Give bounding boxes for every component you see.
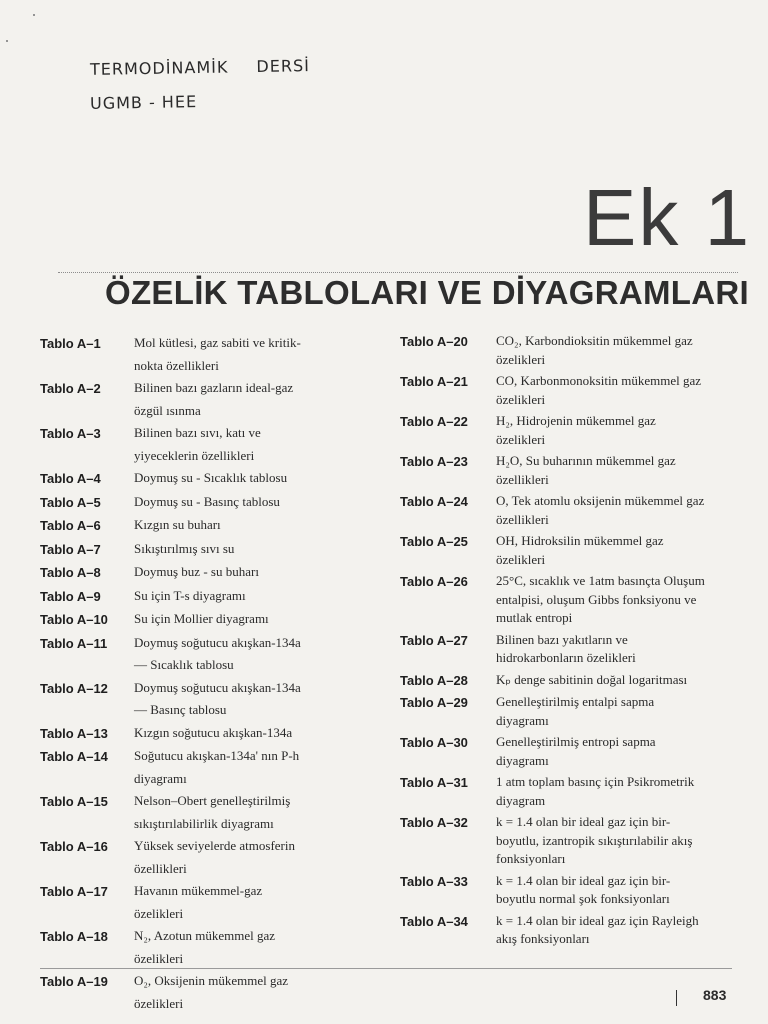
table-entry-description: Doymuş soğutucu akışkan-134a— Sıcaklık tablosu — [134, 634, 301, 672]
table-entry — [400, 572, 740, 628]
table-entry — [40, 677, 370, 722]
table-entry — [40, 467, 370, 491]
scan-speck — [33, 14, 35, 16]
table-entry-description: Su için Mollier diyagramı — [134, 611, 269, 626]
table-entry-number: Tablo A–32 — [400, 815, 468, 830]
table-entry-number: Tablo A–26 — [400, 574, 468, 589]
table-entry-description: Nelson–Obert genelleştirilmiş sıkıştırılabilirlik diyagramı — [134, 793, 291, 831]
table-entry-description: N₂, Azotun mükemmel gaz özelikleri — [134, 928, 276, 966]
table-entry-description: Doymuş su - Basınç tablosu — [134, 493, 280, 509]
table-entry-number: Tablo A–27 — [400, 632, 468, 648]
table-entry-description: Kızgın soğutucu akışkan-134a — [134, 724, 293, 740]
table-entry-description: Havanın mükemmel-gaz özelikleri — [134, 883, 263, 921]
footer-rule — [40, 968, 732, 969]
table-entry-description: Bilinen bazı yakıtların ve hidrokarbonların özelikleri — [496, 631, 636, 665]
table-entry-number: Tablo A–21 — [400, 374, 468, 389]
table-entry-number: Tablo A–18 — [40, 929, 108, 944]
table-entry-number: Tablo A–1 — [40, 336, 101, 351]
table-entry-number: Tablo A–24 — [400, 494, 468, 509]
table-entry-description: H₂, Hidrojenin mükemmel gaz özelikleri — [496, 413, 656, 447]
table-entry — [400, 912, 740, 949]
table-entry — [400, 452, 740, 489]
table-entry-number: Tablo A–34 — [400, 913, 468, 929]
table-entry-description: Doymuş su - Sıcaklık tablosu — [134, 470, 288, 485]
table-entry-number: Tablo A–12 — [40, 680, 108, 696]
table-entry-description: Soğutucu akışkan-134a' nın P-h diyagramı — [134, 748, 300, 786]
table-entry-number: Tablo A–2 — [40, 381, 101, 396]
table-entry-description: 25°C, sıcaklık ve 1atm basınçta Oluşum entalpisi, oluşum Gibbs fonksiyonu ve mutlak entropi — [496, 573, 705, 625]
scan-speck — [6, 40, 8, 42]
table-entry — [400, 733, 740, 770]
table-entry-description: Genelleştirilmiş entropi sapma diyagramı — [496, 734, 656, 768]
handwritten-subject: TERMODİNAMİK — [89, 57, 229, 79]
table-entry-number: Tablo A–3 — [40, 426, 101, 441]
table-entry — [40, 722, 370, 746]
table-entry-number: Tablo A–33 — [400, 873, 468, 889]
table-entry-number: Tablo A–17 — [40, 884, 108, 899]
table-entry — [40, 632, 370, 677]
table-entry — [40, 514, 370, 538]
table-entry — [40, 561, 370, 585]
table-entry-description: Bilinen bazı sıvı, katı ve yiyeceklerin özellikleri — [134, 425, 261, 463]
table-entry-number: Tablo A–4 — [40, 471, 101, 486]
table-entry-number: Tablo A–16 — [40, 839, 108, 854]
table-entry-number: Tablo A–28 — [400, 672, 468, 688]
table-entry-description: CO, Karbonmonoksitin mükemmel gaz özelikleri — [496, 373, 702, 407]
table-entry-number: Tablo A–20 — [400, 334, 468, 349]
handwritten-note-line-2: UGMB - HEE — [89, 92, 198, 113]
table-entry-description: Su için T-s diyagramı — [134, 587, 246, 603]
table-entry-description: O₂, Oksijenin mükemmel gaz özelikleri — [134, 973, 289, 1011]
table-entry-description: Bilinen bazı gazların ideal-gaz özgül ısınma — [134, 380, 294, 418]
table-entry — [400, 773, 740, 810]
table-entry — [40, 880, 370, 925]
table-entry-description: Genelleştirilmiş entalpi sapma diyagramı — [496, 694, 655, 728]
table-entry-number: Tablo A–7 — [40, 541, 101, 557]
table-entry-description: Doymuş soğutucu akışkan-134a— Basınç tablosu — [134, 679, 301, 717]
table-entry-description: Doymuş buz - su buharı — [134, 564, 259, 579]
table-entry — [40, 422, 370, 467]
table-entry-number: Tablo A–30 — [400, 735, 468, 750]
table-entry-description: OH, Hidroksilin mükemmel gaz özelikleri — [496, 533, 664, 567]
table-entry — [40, 925, 370, 970]
handwritten-course-word: DERSİ — [256, 56, 311, 77]
table-entry — [400, 532, 740, 569]
table-entry-description: Kₚ denge sabitinin doğal logaritması — [496, 671, 688, 687]
footer-separator — [676, 990, 677, 1006]
table-entry-description: 1 atm toplam basınç için Psikrometrik diyagram — [496, 774, 695, 808]
table-entry-number: Tablo A–10 — [40, 612, 108, 627]
table-entry-number: Tablo A–15 — [40, 794, 108, 809]
table-entry — [40, 491, 370, 515]
table-entry-description: k = 1.4 olan bir ideal gaz için Rayleigh akış fonksiyonları — [496, 912, 699, 946]
table-entry-description: O, Tek atomlu oksijenin mükemmel gaz özellikleri — [496, 493, 705, 527]
table-entry-description: Mol kütlesi, gaz sabiti ve kritik-nokta özellikleri — [134, 335, 301, 373]
table-entry-number: Tablo A–11 — [40, 635, 108, 651]
table-entry-number: Tablo A–6 — [40, 518, 101, 533]
table-entry-number: Tablo A–19 — [40, 974, 108, 989]
table-entry — [40, 790, 370, 835]
table-entry-number: Tablo A–9 — [40, 588, 101, 604]
table-entry — [400, 332, 740, 369]
table-entry — [40, 332, 370, 377]
table-entry — [40, 608, 370, 632]
table-entry-number: Tablo A–23 — [400, 454, 468, 469]
table-entry — [40, 970, 370, 1015]
table-entry — [400, 872, 740, 909]
table-entry-number: Tablo A–29 — [400, 695, 468, 710]
table-entry-description: k = 1.4 olan bir ideal gaz için bir-boyutlu, izantropik sıkıştırılabilir akış fonksiyonları — [496, 814, 693, 866]
title-divider — [58, 272, 738, 273]
table-list-left — [40, 332, 370, 1015]
table-entry — [400, 492, 740, 529]
table-entry-description: Kızgın su buharı — [134, 517, 221, 532]
table-entry — [400, 372, 740, 409]
table-entry-number: Tablo A–5 — [40, 494, 101, 510]
table-entry-number: Tablo A–22 — [400, 414, 468, 429]
page-number: 883 — [703, 987, 727, 1003]
table-entry — [400, 631, 740, 668]
table-entry — [40, 538, 370, 562]
table-entry — [40, 745, 370, 790]
table-entry-description: Sıkıştırılmış sıvı su — [134, 540, 235, 556]
table-list-right — [400, 332, 740, 952]
table-entry-number: Tablo A–14 — [40, 749, 108, 764]
table-entry — [400, 412, 740, 449]
table-entry — [400, 671, 740, 691]
table-entry-number: Tablo A–31 — [400, 775, 468, 790]
table-entry-description: H₂O, Su buharının mükemmel gaz özellikleri — [496, 453, 676, 487]
table-entry-number: Tablo A–13 — [40, 725, 108, 741]
appendix-label: Ek 1 — [583, 173, 752, 262]
table-entry — [400, 813, 740, 869]
table-entry — [400, 693, 740, 730]
table-entry — [40, 835, 370, 880]
table-entry-description: Yüksek seviyelerde atmosferin özellikleri — [134, 838, 296, 876]
table-entry — [40, 585, 370, 609]
table-entry-description: CO₂, Karbondioksitin mükemmel gaz özelikleri — [496, 333, 693, 367]
chapter-title: ÖZELİK TABLOLARI VE DİYAGRAMLARI — [105, 274, 749, 311]
table-entry-number: Tablo A–8 — [40, 565, 101, 580]
table-entry — [40, 377, 370, 422]
table-entry-number: Tablo A–25 — [400, 534, 468, 549]
table-entry-description: k = 1.4 olan bir ideal gaz için bir-boyutlu normal şok fonksiyonları — [496, 872, 671, 906]
handwritten-note-line-1 — [90, 56, 310, 79]
